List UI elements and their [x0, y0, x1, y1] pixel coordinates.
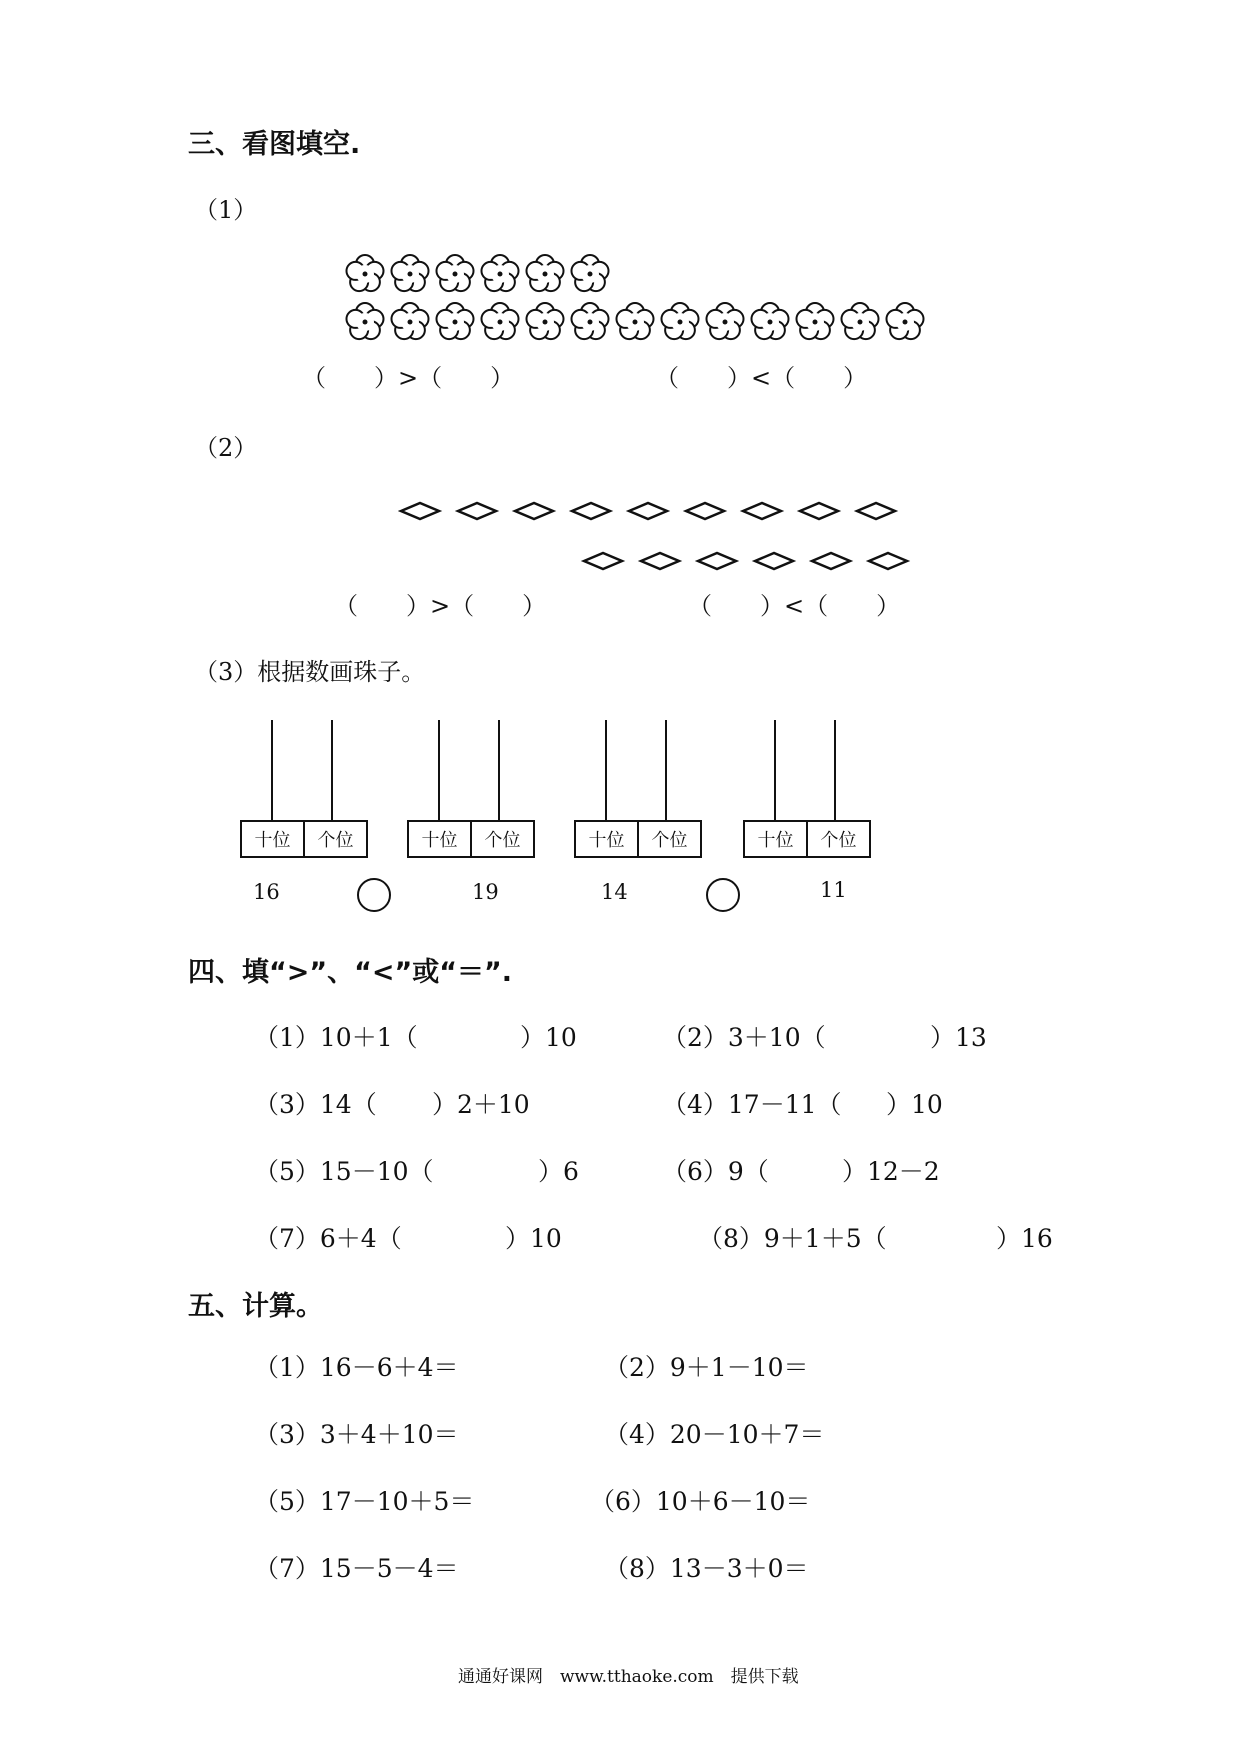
- item-left: 6＋4（: [319, 1224, 402, 1253]
- tens-rod: [605, 720, 607, 820]
- item-left: 3＋10（: [727, 1023, 826, 1052]
- flower-bottom-10: [796, 303, 833, 339]
- diamond-bottom-3: [755, 553, 793, 569]
- section-4-title: 四、填“>”、“<”或“＝”.: [188, 957, 512, 988]
- abacus-3: [574, 720, 702, 870]
- ones-rod: [498, 720, 500, 820]
- flowers-illustration: [342, 253, 942, 349]
- diamond-top-2: [515, 503, 553, 519]
- flower-top-4: [526, 255, 563, 291]
- footer-credit: 通通好课网 www.tthaoke.com 提供下载: [458, 1667, 799, 1687]
- compare-item-5: [254, 1152, 434, 1188]
- abacus-number-3: 14: [601, 880, 628, 904]
- item-number: （4）: [662, 1090, 728, 1119]
- ones-rod: [834, 720, 836, 820]
- flower-top-0: [346, 255, 383, 291]
- flower-bottom-2: [436, 303, 473, 339]
- ones-rod: [665, 720, 667, 820]
- compare-item-1-right: ）10: [520, 1023, 577, 1052]
- compare-item-1: [254, 1018, 418, 1054]
- section-5-title: 五、计算。: [188, 1291, 323, 1322]
- q2-label: （2）: [194, 434, 258, 462]
- calc-item-8: （8）13－3＋0＝: [604, 1554, 809, 1583]
- q3-label: （3）根据数画珠子。: [194, 658, 426, 686]
- item-number: （1）: [254, 1023, 320, 1052]
- abacus-number-2: 19: [472, 880, 499, 904]
- place-value-box: [574, 820, 702, 858]
- item-left: 10＋1（: [319, 1023, 418, 1052]
- abacus-number-1: 16: [253, 880, 280, 904]
- q1-label: （1）: [194, 196, 258, 224]
- diamond-top-6: [743, 503, 781, 519]
- calc-item-6: （6）10＋6－10＝: [590, 1487, 811, 1516]
- diamond-top-3: [572, 503, 610, 519]
- flower-rows: [342, 253, 942, 349]
- diamond-bottom-2: [698, 553, 736, 569]
- diamond-rows: [398, 495, 918, 575]
- place-value-box: [240, 820, 368, 858]
- tens-rod: [271, 720, 273, 820]
- compare-item-2: [662, 1018, 826, 1054]
- calc-item-5: （5）17－10＋5＝: [254, 1487, 475, 1516]
- section-3-title: 三、看图填空.: [188, 129, 361, 160]
- item-number: （3）: [254, 1090, 320, 1119]
- calc-item-2: （2）9＋1－10＝: [604, 1353, 809, 1382]
- diamond-bottom-5: [869, 553, 907, 569]
- q2-compare-greater: （ ）>（ ）: [334, 592, 547, 620]
- flower-top-3: [481, 255, 518, 291]
- diamond-top-5: [686, 503, 724, 519]
- flower-bottom-12: [886, 303, 923, 339]
- diamonds-illustration: [398, 495, 918, 575]
- flower-bottom-7: [661, 303, 698, 339]
- place-value-box: [743, 820, 871, 858]
- compare-item-8: [698, 1219, 887, 1255]
- compare-item-6: [662, 1152, 769, 1188]
- flower-bottom-8: [706, 303, 743, 339]
- item-number: （2）: [662, 1023, 728, 1052]
- ones-label: 个位: [470, 822, 533, 856]
- flower-bottom-0: [346, 303, 383, 339]
- abacus-4: [743, 720, 871, 870]
- tens-label: 十位: [421, 830, 458, 851]
- flower-bottom-6: [616, 303, 653, 339]
- diamond-top-8: [857, 503, 895, 519]
- place-value-box: [407, 820, 535, 858]
- flower-bottom-9: [751, 303, 788, 339]
- flower-top-5: [571, 255, 608, 291]
- diamond-top-7: [800, 503, 838, 519]
- item-number: （8）: [698, 1224, 764, 1253]
- abacus-2: [407, 720, 535, 870]
- compare-item-3-right: ）2＋10: [432, 1090, 530, 1119]
- item-number: （5）: [254, 1157, 320, 1186]
- tens-label: 十位: [254, 830, 291, 851]
- ones-rod: [331, 720, 333, 820]
- diamond-top-1: [458, 503, 496, 519]
- diamond-bottom-4: [812, 553, 850, 569]
- ones-label: 个位: [806, 822, 869, 856]
- compare-item-7: [254, 1219, 402, 1255]
- item-left: 17－11（: [727, 1090, 842, 1119]
- compare-item-8-right: ）16: [996, 1224, 1053, 1253]
- compare-item-6-right: ）12－2: [842, 1157, 940, 1186]
- item-left: 14（: [319, 1090, 377, 1119]
- q2-compare-less: （ ）<（ ）: [688, 592, 901, 620]
- q1-compare-greater: （ ）>（ ）: [302, 364, 515, 392]
- compare-circle-2[interactable]: [706, 878, 740, 912]
- item-left: 9（: [727, 1157, 769, 1186]
- compare-item-3: [254, 1085, 377, 1121]
- calc-item-4: （4）20－10＋7＝: [604, 1420, 825, 1449]
- flower-bottom-3: [481, 303, 518, 339]
- compare-circle-1[interactable]: [357, 878, 391, 912]
- tens-rod: [438, 720, 440, 820]
- compare-item-5-right: ）6: [538, 1157, 579, 1186]
- diamond-top-4: [629, 503, 667, 519]
- diamond-bottom-1: [641, 553, 679, 569]
- flower-bottom-4: [526, 303, 563, 339]
- calc-item-1: （1）16－6＋4＝: [254, 1353, 459, 1382]
- calc-item-3: （3）3＋4＋10＝: [254, 1420, 459, 1449]
- q1-compare-less: （ ）<（ ）: [655, 364, 868, 392]
- item-left: 9＋1＋5（: [763, 1224, 887, 1253]
- item-number: （7）: [254, 1224, 320, 1253]
- flower-top-1: [391, 255, 428, 291]
- item-left: 15－10（: [319, 1157, 434, 1186]
- abacus-number-4: 11: [820, 878, 847, 902]
- compare-item-4-right: ）10: [886, 1090, 943, 1119]
- compare-item-7-right: ）10: [505, 1224, 562, 1253]
- abacus-1: [240, 720, 368, 870]
- flower-top-2: [436, 255, 473, 291]
- flower-bottom-11: [841, 303, 878, 339]
- tens-rod: [774, 720, 776, 820]
- item-number: （6）: [662, 1157, 728, 1186]
- compare-item-4: [662, 1085, 842, 1121]
- ones-label: 个位: [637, 822, 700, 856]
- tens-label: 十位: [588, 830, 625, 851]
- ones-label: 个位: [303, 822, 366, 856]
- calc-item-7: （7）15－5－4＝: [254, 1554, 459, 1583]
- diamond-top-0: [401, 503, 439, 519]
- tens-label: 十位: [757, 830, 794, 851]
- flower-bottom-1: [391, 303, 428, 339]
- flower-bottom-5: [571, 303, 608, 339]
- diamond-bottom-0: [584, 553, 622, 569]
- compare-item-2-right: ）13: [930, 1023, 987, 1052]
